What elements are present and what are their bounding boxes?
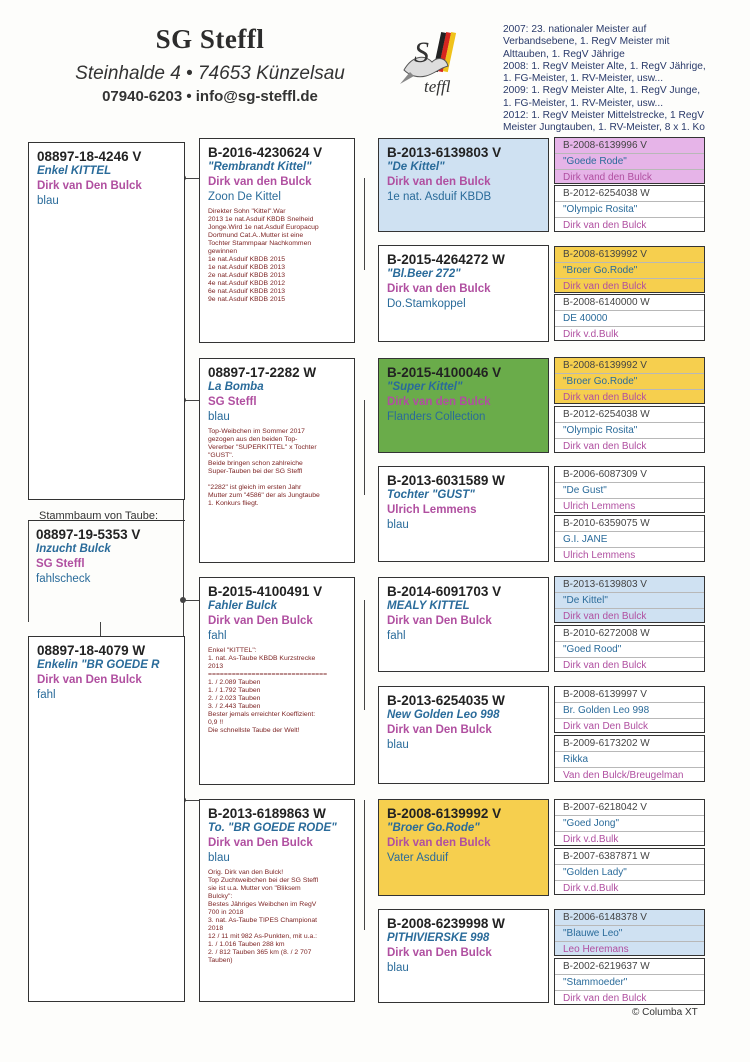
description (208, 869, 346, 965)
desc-line: 700 in 2018 (208, 909, 244, 916)
pigeon-name: "Olympic Rosita" (555, 202, 704, 218)
pigeon-name: "Broer Go.Rode" (555, 374, 704, 390)
ring-number: 08897-18-4246 V (37, 149, 142, 164)
pigeon-name: Enkel KITTEL (37, 165, 112, 177)
desc-line: 2018 (208, 925, 224, 932)
merit-line: 2012: 1. RegV Meister Mittelstrecke, 1 RegV (503, 110, 705, 122)
breeder-name: Dirk van Den Bulck (387, 615, 492, 627)
breeder-name: Dirk van den Bulck (208, 176, 312, 188)
pigeon-color: blau (208, 411, 230, 423)
pigeon-color: fahl (208, 630, 227, 642)
desc-line: Bestes Jähriges Weibchen im RegV (208, 901, 317, 908)
pigeon-name: Inzucht Bulck (36, 543, 111, 555)
ring-number: B-2007-6218042 V (555, 800, 704, 816)
pedigree-card-gggp[interactable] (554, 185, 705, 232)
desc-line: 1. nat. As-Taube KBDB Kurzstrecke (208, 655, 316, 662)
pedigree-card-granddam-2[interactable] (199, 799, 355, 1002)
contact-info: 07940-6203 • info@sg-steffl.de (102, 88, 318, 105)
desc-line: gewinnen (208, 248, 238, 255)
pedigree-card-gggp[interactable] (554, 246, 705, 293)
ring-number: B-2015-4100046 V (387, 365, 502, 380)
desc-line: Tochter Stammpaar Nachkommen (208, 240, 312, 247)
desc-line: 1. Konkurs fliegt. (208, 500, 259, 507)
desc-line: "GUST". (208, 452, 234, 459)
pigeon-name: DE 40000 (555, 311, 704, 327)
pigeon-color: 1e nat. Asduif KBDB (387, 191, 492, 203)
breeder-name: Ulrich Lemmens (563, 550, 636, 561)
ring-number: B-2014-6091703 V (387, 584, 502, 599)
desc-line: Beide bringen schon zahlreiche (208, 460, 303, 467)
desc-line: 4e nat.Asduif KBDB 2012 (208, 280, 286, 287)
merit-line: Verbandsebene, 1. RegV Meister mit (503, 36, 670, 48)
desc-line: 12 / 11 mit 982 As-Punkten, mit u.a.: (208, 933, 318, 940)
ring-number: 08897-17-2282 W (208, 365, 317, 380)
desc-line: Die schnellste Taube der Welt! (208, 727, 300, 734)
ring-number: B-2010-6359075 W (555, 516, 704, 532)
pigeon-name: Br. Golden Leo 998 (555, 703, 704, 719)
pigeon-name: "Broer Go.Rode" (555, 263, 704, 279)
desc-line: 3. / 2.443 Tauben (208, 703, 261, 710)
desc-line (208, 476, 346, 484)
breeder-name: Ulrich Lemmens (387, 504, 477, 516)
pigeon-name: To. "BR GOEDE RODE" (208, 822, 337, 834)
pedigree-card-gggp[interactable] (554, 466, 705, 513)
pigeon-name: "Blauwe Leo" (555, 926, 704, 942)
ring-number: B-2015-4100491 V (208, 584, 323, 599)
pedigree-card-ggp[interactable] (378, 466, 549, 562)
pigeon-color: fahlscheck (36, 573, 91, 585)
desc-line: 9e nat.Asduif KBDB 2015 (208, 296, 286, 303)
pigeon-name: Fahler Bulck (208, 600, 278, 612)
stammbaum-label: Stammbaum von Taube: (36, 510, 161, 522)
ring-number: B-2008-6139992 V (555, 358, 704, 374)
copyright: © Columba XT (632, 1007, 698, 1018)
ring-number: B-2013-6139803 V (555, 577, 704, 593)
connector-line (364, 800, 365, 930)
pedigree-card-gggp[interactable] (554, 799, 705, 846)
ring-number: B-2010-6272008 W (555, 626, 704, 642)
pigeon-name: "Broer Go.Rode" (387, 822, 480, 834)
ring-number: B-2008-6139992 V (555, 247, 704, 263)
pigeon-name: "De Kittel" (555, 593, 704, 609)
pedigree-card-gggp[interactable] (554, 735, 705, 782)
breeder-name: Dirk van den Bulck (387, 396, 491, 408)
ring-number: B-2008-6139992 V (387, 806, 502, 821)
pigeon-color: blau (387, 519, 409, 531)
pigeon-name: G.I. JANE (555, 532, 704, 548)
breeder-name: Dirk v.d.Bulk (563, 883, 619, 894)
desc-line: Orig. Dirk van den Bulck! (208, 869, 284, 876)
logo (398, 26, 466, 96)
desc-line: Bulcky": (208, 893, 233, 900)
pedigree-card-gggp[interactable] (554, 848, 705, 895)
ring-number: B-2002-6219637 W (555, 959, 704, 975)
ring-number: B-2008-6139997 V (555, 687, 704, 703)
pigeon-logo-icon (398, 26, 466, 96)
desc-line: 2013 1e nat.Asduif KBDB Snelheid (208, 216, 314, 223)
desc-line: 1. / 1.792 Tauben (208, 687, 261, 694)
ring-number: 08897-19-5353 V (36, 527, 141, 542)
description (208, 208, 346, 304)
breeder-name: Dirk van Den Bulck (37, 180, 142, 192)
connector-line (364, 600, 365, 710)
connector-line (364, 400, 365, 495)
pigeon-name: Rikka (555, 752, 704, 768)
breeder-name: Dirk van Den Bulck (208, 837, 313, 849)
pedigree-card-subject[interactable] (28, 520, 185, 622)
ring-number: B-2007-6387871 W (555, 849, 704, 865)
breeder-name: Van den Bulck/Breugelman (563, 770, 684, 781)
pigeon-name: "De Kittel" (387, 161, 445, 173)
breeder-name: Dirk van den Bulck (563, 392, 647, 403)
breeder-name: Dirk van den Bulck (387, 837, 491, 849)
desc-line: 2e nat.Asduif KBDB 2013 (208, 272, 286, 279)
breeder-name: SG Steffl (208, 396, 257, 408)
breeder-name: Dirk vand den Bulck (563, 172, 652, 183)
merit-line: 2007: 23. nationaler Meister auf (503, 24, 647, 35)
pedigree-card-granddam-1[interactable] (199, 358, 355, 563)
pigeon-color: fahl (37, 689, 56, 701)
breeder-name: Dirk van den Bulck (563, 441, 647, 452)
desc-line: Bester jemals erreichter Koeffizient: (208, 711, 316, 718)
pedigree-card-ggp[interactable] (378, 686, 549, 784)
breeder-name: Dirk v.d.Bulk (563, 329, 619, 340)
connector-line (100, 622, 101, 636)
pigeon-color: Zoon De Kittel (208, 191, 281, 203)
pigeon-name: "Goed Rood" (555, 642, 704, 658)
breeder-name: Dirk van den Bulck (563, 281, 647, 292)
pigeon-name: "De Gust" (555, 483, 704, 499)
pigeon-color: Vater Asduif (387, 852, 449, 864)
ring-number: B-2013-6031589 W (387, 473, 505, 488)
pigeon-name: "Stammoeder" (555, 975, 704, 991)
merit-line: Alttauben, 1. RegV Jährige (503, 48, 625, 60)
pedigree-card-sire[interactable] (28, 142, 185, 500)
desc-line: 0,9 !! (208, 719, 224, 726)
description (208, 428, 346, 508)
desc-line: Vererber "SUPERKITTEL" x Tochter (208, 444, 317, 451)
svg-text:S: S (414, 36, 429, 69)
connector-line (364, 178, 365, 270)
desc-line: 1. / 2.089 Tauben (208, 679, 261, 686)
ring-number: B-2009-6173202 W (555, 736, 704, 752)
desc-line: 1e nat.Asduif KBDB 2015 (208, 256, 286, 263)
breeder-name: Dirk van Den Bulck (208, 615, 313, 627)
pigeon-name: Enkelin "BR GOEDE R (37, 659, 160, 671)
breeder-name: Dirk van den Bulck (387, 283, 491, 295)
breeder-name: Dirk van den Bulck (563, 611, 647, 622)
pigeon-name: "Goed Jong" (555, 816, 704, 832)
breeder-name: Dirk van den Bulck (563, 993, 647, 1004)
desc-line: 1. / 1.016 Tauben 288 km (208, 941, 285, 948)
pigeon-color: Flanders Collection (387, 411, 486, 423)
desc-line: 2. / 812 Tauben 365 km (8. / 2 707 (208, 949, 312, 956)
breeder-name: Leo Heremans (563, 944, 629, 955)
desc-line: "2282" ist gleich im ersten Jahr (208, 484, 302, 491)
breeder-name: SG Steffl (36, 558, 85, 570)
pedigree-card-ggp[interactable] (378, 799, 549, 896)
desc-line: Mutter zum "4586" der als Jungtaube (208, 492, 320, 499)
merit-line: 2008: 1. RegV Meister Alte, 1. RegV Jährige, (503, 60, 706, 72)
ring-number: 08897-18-4079 W (37, 643, 146, 658)
pigeon-name: PITHIVIERSKE 998 (387, 932, 490, 944)
merit-line: 1. FG-Meister, 1. RV-Meister, usw... (503, 73, 664, 85)
ring-number: B-2013-6189863 W (208, 806, 326, 821)
pigeon-name: "Golden Lady" (555, 865, 704, 881)
merits-list (503, 24, 743, 135)
ring-number: B-2016-4230624 V (208, 145, 323, 160)
desc-line: Top-Weibchen im Sommer 2017 (208, 428, 305, 435)
breeder-name: Dirk van Den Bulck (37, 674, 142, 686)
pedigree-card-gggp[interactable] (554, 909, 705, 956)
pedigree-card-ggp[interactable] (378, 577, 549, 672)
desc-line: Direkter Sohn "Kittel".War (208, 208, 286, 215)
desc-line: Dortmund Cat.A..Mutter ist eine (208, 232, 304, 239)
desc-line: Enkel "KITTEL": (208, 647, 257, 654)
desc-line: 3. nat. As-Taube TIPES Championat (208, 917, 318, 924)
pedigree-card-grandsire-2[interactable] (199, 577, 355, 785)
pigeon-name: "Bl.Beer 272" (387, 268, 461, 280)
pedigree-card-gggp[interactable] (554, 625, 705, 672)
breeder-name: Ulrich Lemmens (563, 501, 636, 512)
breeder-name: Dirk van den Bulck (563, 220, 647, 231)
pigeon-color: blau (37, 195, 59, 207)
desc-line: Jonge.Wird 1e nat.Asduif Europacup (208, 224, 319, 231)
pedigree-card-gggp[interactable] (554, 294, 705, 341)
pigeon-name: "Goede Rode" (555, 154, 704, 170)
ring-number: B-2012-6254038 W (555, 407, 704, 423)
pigeon-color: fahl (387, 630, 406, 642)
pedigree-card-ggp[interactable] (378, 909, 549, 1003)
pedigree-card-ggp[interactable] (378, 138, 549, 232)
ring-number: B-2013-6139803 V (387, 145, 502, 160)
pigeon-name: New Golden Leo 998 (387, 709, 500, 721)
pigeon-color: blau (387, 739, 409, 751)
description (208, 647, 346, 735)
pedigree-card-dam[interactable] (28, 636, 185, 1002)
desc-line: 6e nat.Asduif KBDB 2013 (208, 288, 286, 295)
ring-number: B-2008-6140000 W (555, 295, 704, 311)
pedigree-card-grandsire-1[interactable] (199, 138, 355, 343)
pedigree-card-gggp[interactable] (554, 576, 705, 623)
breeder-name: Dirk van Den Bulck (387, 947, 492, 959)
pedigree-card-gggp[interactable] (554, 357, 705, 404)
pedigree-card-gggp[interactable] (554, 686, 705, 733)
pigeon-color: blau (208, 852, 230, 864)
desc-line: Top Zuchtweibchen bei der SG Steffl (208, 877, 319, 884)
desc-line: 1e nat.Asduif KBDB 2013 (208, 264, 286, 271)
ring-number: B-2006-6148378 V (555, 910, 704, 926)
merit-line: 2009: 1. RegV Meister Alte, 1. RegV Junge, (503, 85, 701, 97)
pigeon-name: "Rembrandt Kittel" (208, 161, 312, 173)
desc-line: gezogen aus den beiden Top- (208, 436, 298, 443)
breeder-name: Dirk van Den Bulck (387, 724, 492, 736)
ring-number: B-2008-6239998 W (387, 916, 505, 931)
pedigree-card-gggp[interactable] (554, 406, 705, 453)
pigeon-name: MEALY KITTEL (387, 600, 470, 612)
breeder-name: Dirk van den Bulck (563, 660, 647, 671)
ring-number: B-2013-6254035 W (387, 693, 505, 708)
pigeon-name: La Bomba (208, 381, 264, 393)
pedigree-card-ggp[interactable] (378, 358, 549, 453)
pigeon-color: blau (387, 962, 409, 974)
address: Steinhalde 4 • 74653 Künzelsau (75, 63, 345, 84)
merit-line: 1. FG-Meister, 1. RV-Meister, usw... (503, 97, 664, 109)
desc-line: 2013 (208, 663, 224, 670)
breeder-name: Dirk van Den Bulck (563, 721, 649, 732)
desc-line: sie ist u.a. Mutter von "Bliksem (208, 885, 301, 892)
desc-line: Tauben) (208, 957, 233, 964)
pigeon-name: "Olympic Rosita" (555, 423, 704, 439)
desc-line: ============================== (208, 671, 328, 678)
pedigree-card-gggp[interactable] (554, 515, 705, 562)
merit-line: Meister Jungtauben, 1. RV-Meister, 8 x 1. Ko (503, 122, 705, 134)
desc-line: Super-Tauben bei der SG Steffl (208, 468, 303, 475)
ring-number: B-2008-6139996 V (555, 138, 704, 154)
breeder-name: Dirk v.d.Bulk (563, 834, 619, 845)
ring-number: B-2012-6254038 W (555, 186, 704, 202)
pigeon-color: Do.Stamkoppel (387, 298, 466, 310)
pigeon-name: Tochter "GUST" (387, 489, 475, 501)
page-title: SG Steffl (155, 24, 265, 54)
pigeon-name: "Super Kittel" (387, 381, 463, 393)
svg-text:teffl: teffl (424, 77, 451, 96)
ring-number: B-2015-4264272 W (387, 252, 505, 267)
pedigree-card-gggp[interactable] (554, 137, 705, 184)
ring-number: B-2006-6087309 V (555, 467, 704, 483)
desc-line: 2. / 2.023 Tauben (208, 695, 261, 702)
breeder-name: Dirk van den Bulck (387, 176, 491, 188)
pedigree-card-gggp[interactable] (554, 958, 705, 1005)
pedigree-card-ggp[interactable] (378, 245, 549, 342)
